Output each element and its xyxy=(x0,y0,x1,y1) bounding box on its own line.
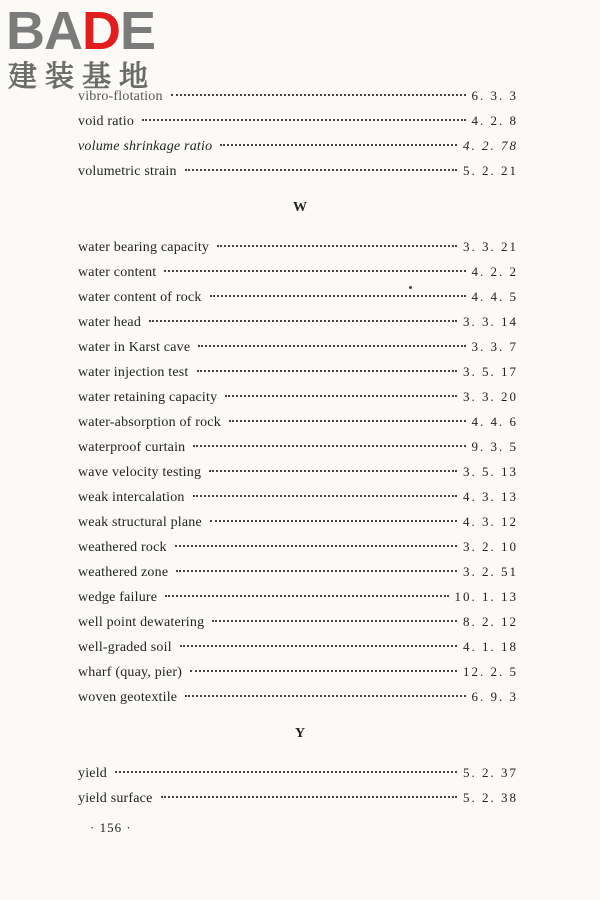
entry-term: water in Karst cave xyxy=(78,340,191,355)
leader-dots xyxy=(193,495,457,497)
index-entry xyxy=(78,661,518,683)
entry-term: water content xyxy=(78,265,157,280)
index-entry xyxy=(78,436,518,458)
entry-term: volume shrinkage ratio xyxy=(78,139,213,154)
entry-reference: 3. 5. 13 xyxy=(463,464,518,479)
leader-dots xyxy=(212,620,457,622)
index-entry xyxy=(78,787,518,809)
leader-dots xyxy=(185,169,457,171)
entry-term: woven geotextile xyxy=(78,690,178,705)
entry-term: weathered zone xyxy=(78,565,169,580)
index-entry xyxy=(78,160,518,182)
entry-term: weathered rock xyxy=(78,540,167,555)
leader-dots xyxy=(180,645,457,647)
entry-term: vibro-flotation xyxy=(78,89,163,104)
leader-dots xyxy=(164,270,465,272)
leader-dots xyxy=(225,395,457,397)
leader-dots xyxy=(171,94,466,96)
index-entry xyxy=(78,561,518,583)
entry-reference: 5. 2. 38 xyxy=(463,790,518,805)
entry-reference: 4. 4. 5 xyxy=(471,289,518,304)
index-entry xyxy=(78,110,518,132)
entry-reference: 9. 3. 5 xyxy=(471,439,518,454)
entry-reference: 3. 3. 20 xyxy=(463,389,518,404)
leader-dots xyxy=(198,345,465,347)
leader-dots xyxy=(161,796,457,798)
leader-dots xyxy=(210,520,457,522)
index-entry xyxy=(78,236,518,258)
index-entry xyxy=(78,511,518,533)
entry-reference: 5. 2. 37 xyxy=(463,765,518,780)
entry-reference: 4. 1. 18 xyxy=(463,639,518,654)
index-entry xyxy=(78,586,518,608)
entry-reference: 4. 2. 78 xyxy=(463,138,518,153)
leader-dots xyxy=(220,144,457,146)
index-entry xyxy=(78,386,518,408)
entry-reference: 3. 3. 7 xyxy=(471,339,518,354)
leader-dots xyxy=(229,420,466,422)
entry-reference: 4. 2. 8 xyxy=(471,113,518,128)
entry-reference: 4. 2. 2 xyxy=(471,264,518,279)
section-heading-y: Y xyxy=(294,726,306,741)
entry-reference: 3. 3. 14 xyxy=(463,314,518,329)
entry-term: well point dewatering xyxy=(78,615,205,630)
entry-term: wharf (quay, pier) xyxy=(78,665,183,680)
entry-term: weak intercalation xyxy=(78,490,185,505)
leader-dots xyxy=(115,771,457,773)
leader-dots xyxy=(210,295,466,297)
entry-term: water content of rock xyxy=(78,290,202,305)
index-entry xyxy=(78,536,518,558)
entry-term: wedge failure xyxy=(78,590,158,605)
leader-dots xyxy=(142,119,465,121)
entry-term: water bearing capacity xyxy=(78,240,210,255)
entry-term: water-absorption of rock xyxy=(78,415,221,430)
logo-tagline: 建装基地 xyxy=(8,59,157,93)
leader-dots xyxy=(217,245,457,247)
index-entry xyxy=(78,636,518,658)
entry-term: waterproof curtain xyxy=(78,440,186,455)
leader-dots xyxy=(175,545,457,547)
entry-reference: 3. 2. 10 xyxy=(463,539,518,554)
leader-dots xyxy=(193,445,465,447)
index-entry xyxy=(78,311,518,333)
index-entry xyxy=(78,286,518,308)
index-entry xyxy=(78,85,518,107)
print-speck xyxy=(409,286,412,289)
entry-reference: 4. 3. 13 xyxy=(463,489,518,504)
entry-reference: 4. 4. 6 xyxy=(471,414,518,429)
entry-term: yield surface xyxy=(78,791,153,806)
section-heading-w: W xyxy=(293,200,307,215)
index-entry xyxy=(78,411,518,433)
index-entry xyxy=(78,135,518,157)
leader-dots xyxy=(185,695,465,697)
entry-reference: 8. 2. 12 xyxy=(463,614,518,629)
entry-reference: 6. 3. 3 xyxy=(471,88,518,103)
entry-reference: 3. 3. 21 xyxy=(463,239,518,254)
leader-dots xyxy=(176,570,457,572)
index-entry xyxy=(78,461,518,483)
leader-dots xyxy=(197,370,457,372)
page-number: · 156 · xyxy=(90,820,132,835)
entry-term: void ratio xyxy=(78,114,135,129)
entry-reference: 10. 1. 13 xyxy=(454,589,518,604)
entry-term: volumetric strain xyxy=(78,164,177,179)
leader-dots xyxy=(209,470,457,472)
bade-logo xyxy=(6,2,176,94)
entry-term: yield xyxy=(78,766,107,781)
index-entry xyxy=(78,261,518,283)
index-entry xyxy=(78,361,518,383)
entry-reference: 3. 2. 51 xyxy=(463,564,518,579)
index-entry xyxy=(78,486,518,508)
entry-term: wave velocity testing xyxy=(78,465,202,480)
index-entry xyxy=(78,762,518,784)
entry-reference: 12. 2. 5 xyxy=(463,664,518,679)
entry-term: water retaining capacity xyxy=(78,390,218,405)
index-entry xyxy=(78,686,518,708)
entry-term: weak structural plane xyxy=(78,515,202,530)
entry-term: water injection test xyxy=(78,365,189,380)
entry-reference: 5. 2. 21 xyxy=(463,163,518,178)
index-entry xyxy=(78,611,518,633)
entry-reference: 6. 9. 3 xyxy=(471,689,518,704)
leader-dots xyxy=(190,670,457,672)
logo-wordmark: BADE xyxy=(6,1,156,61)
entry-term: water head xyxy=(78,315,142,330)
index-entry xyxy=(78,336,518,358)
leader-dots xyxy=(165,595,448,597)
leader-dots xyxy=(149,320,457,322)
entry-reference: 4. 3. 12 xyxy=(463,514,518,529)
entry-reference: 3. 5. 17 xyxy=(463,364,518,379)
entry-term: well-graded soil xyxy=(78,640,172,655)
